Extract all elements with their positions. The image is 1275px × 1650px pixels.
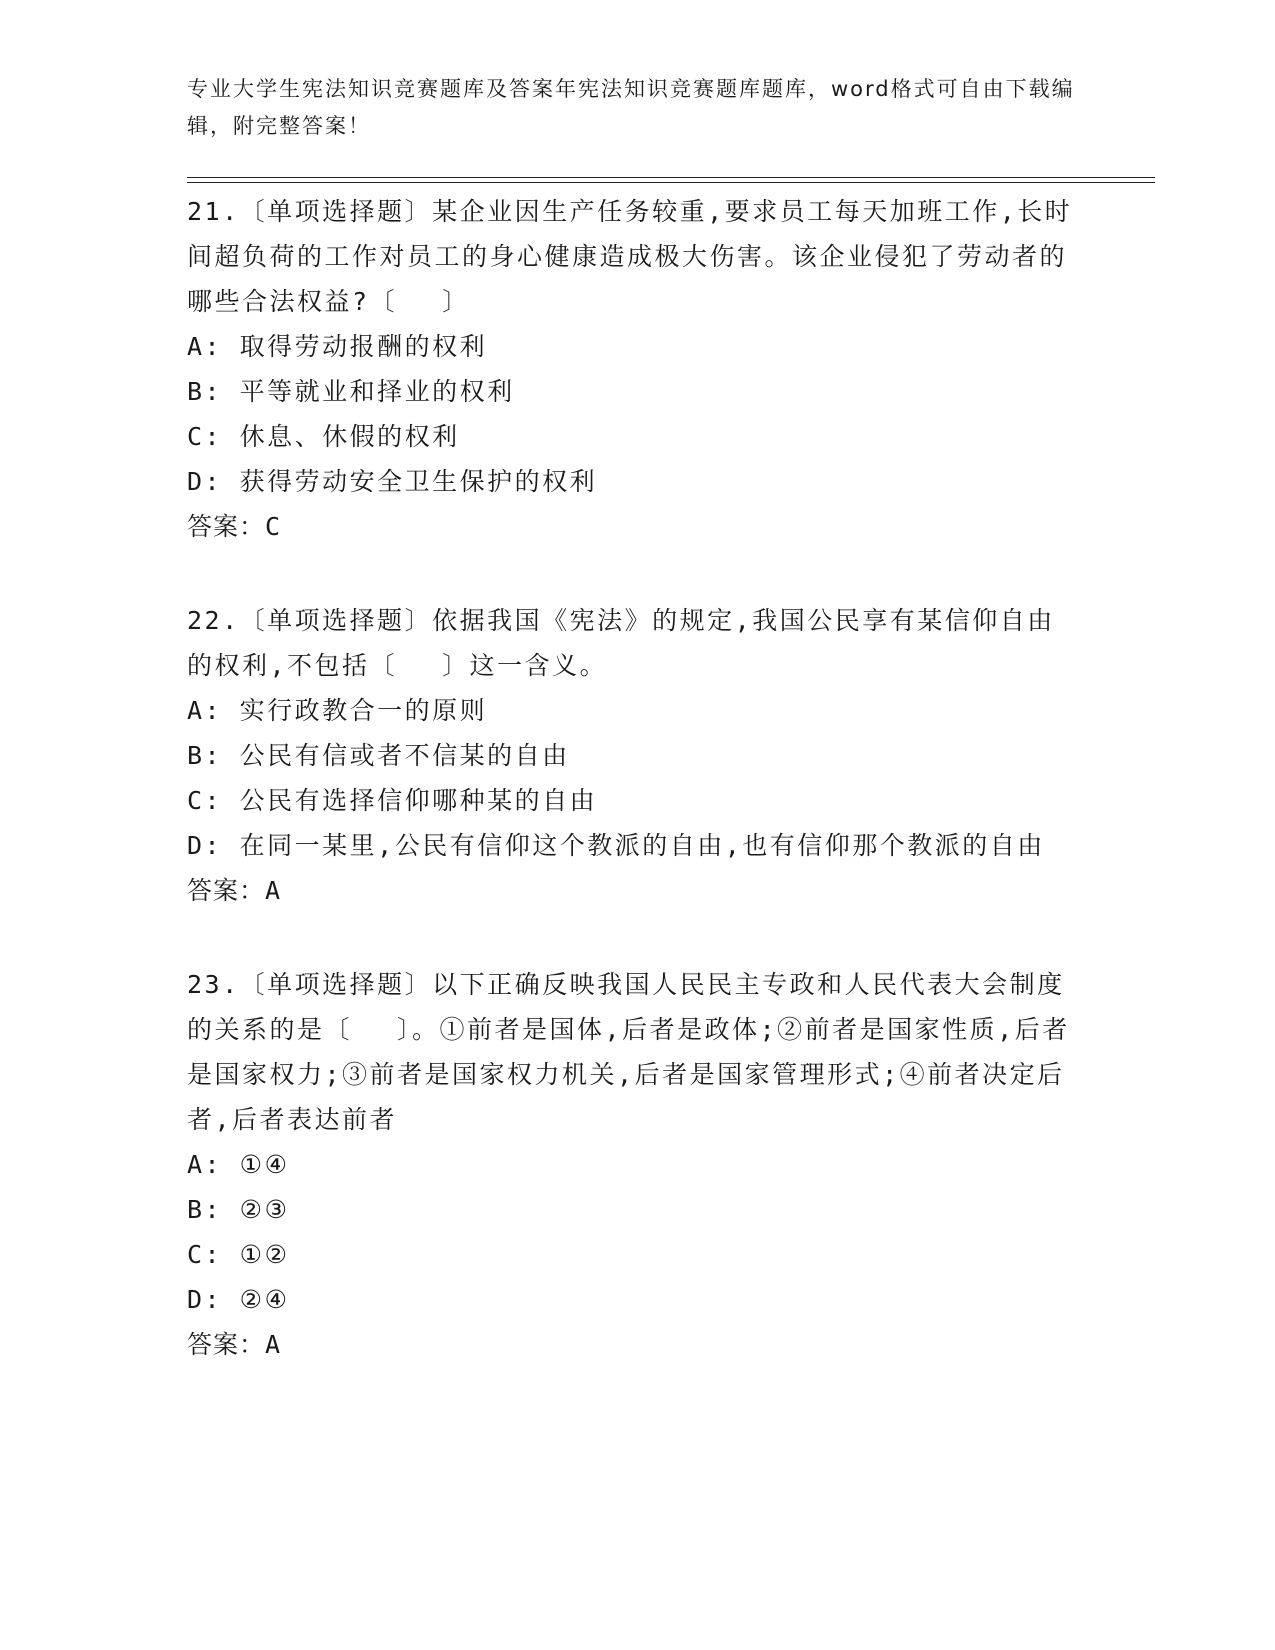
- answer-value: A: [265, 1330, 282, 1359]
- option-b: B: ②③: [187, 1195, 290, 1224]
- option-d: D: 获得劳动安全卫生保护的权利: [187, 467, 598, 496]
- option-d: D: ②④: [187, 1285, 290, 1314]
- answer-value: A: [265, 876, 282, 905]
- question-23: [187, 962, 1077, 1367]
- question-stem: 21.〔单项选择题〕某企业因生产任务较重,要求员工每天加班工作,长时间超负荷的工作对员工的身心健康造成极大伤害。该企业侵犯了劳动者的哪些合法权益?〔 〕: [187, 197, 1073, 316]
- option-d: D: 在同一某里,公民有信仰这个教派的自由,也有信仰那个教派的自由: [187, 831, 1045, 860]
- option-b: B: 公民有信或者不信某的自由: [187, 741, 570, 770]
- option-a: A: 取得劳动报酬的权利: [187, 332, 488, 361]
- option-c: C: 公民有选择信仰哪种某的自由: [187, 786, 598, 815]
- option-c: C: ①②: [187, 1240, 290, 1269]
- header-divider-bottom: [187, 182, 1155, 183]
- answer-line: [187, 504, 1077, 549]
- answer-value: C: [265, 512, 282, 541]
- question-21: [187, 189, 1077, 549]
- question-stem: 22.〔单项选择题〕依据我国《宪法》的规定,我国公民享有某信仰自由的权利,不包括〔 〕这一含义。: [187, 606, 1055, 680]
- header-divider-top: [187, 177, 1155, 178]
- option-c: C: 休息、休假的权利: [187, 422, 460, 451]
- answer-label: 答案：: [187, 512, 266, 541]
- answer-line: [187, 868, 1077, 913]
- document-header: 专业大学生宪法知识竞赛题库及答案年宪法知识竞赛题库题库，word格式可自由下载编辑，附完整答案！: [187, 77, 1075, 138]
- option-a: A: 实行政教合一的原则: [187, 696, 488, 725]
- question-stem: 23.〔单项选择题〕以下正确反映我国人民民主专政和人民代表大会制度的关系的是〔 〕。①前者是国体,后者是政体;②前者是国家性质,后者是国家权力;③前者是国家权力机关,后者是国家管理形式;④前者决定后者,后者表达前者: [187, 970, 1070, 1134]
- answer-label: 答案：: [187, 1330, 266, 1359]
- question-22: [187, 598, 1077, 913]
- option-b: B: 平等就业和择业的权利: [187, 377, 515, 406]
- answer-label: 答案：: [187, 876, 266, 905]
- answer-line: [187, 1322, 1077, 1367]
- option-a: A: ①④: [187, 1150, 290, 1179]
